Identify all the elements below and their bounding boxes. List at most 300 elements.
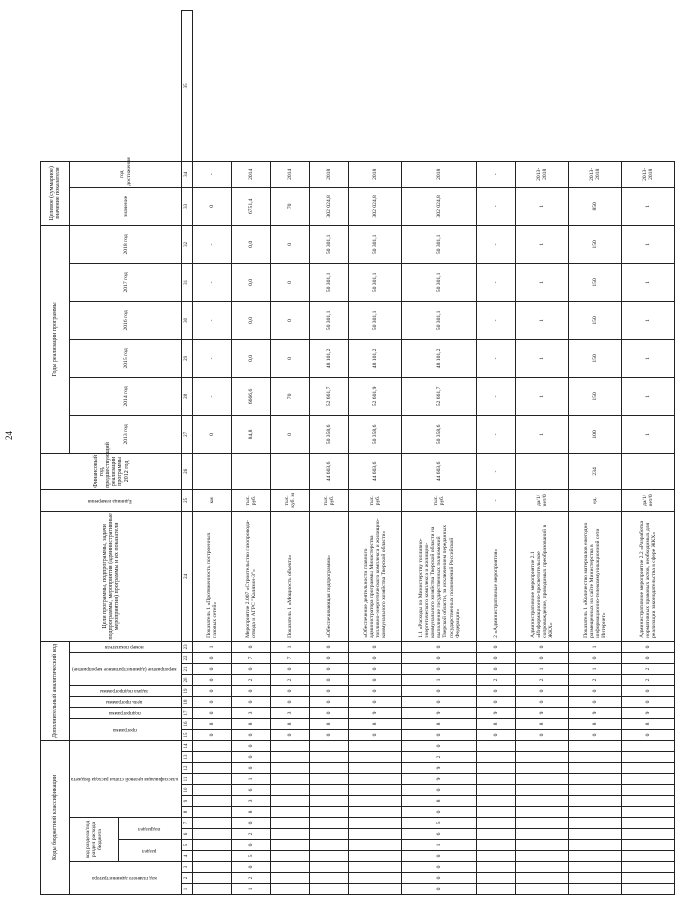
year-value-cell: 0 bbox=[271, 225, 310, 263]
column-number: 17 bbox=[182, 707, 193, 718]
code-cell: 8 bbox=[402, 718, 477, 729]
code-cell: 0 bbox=[232, 696, 271, 707]
code-cell: 6 bbox=[402, 829, 477, 840]
code-cell bbox=[622, 763, 675, 774]
code-cell bbox=[271, 752, 310, 763]
year-value-cell: 0,0 bbox=[232, 339, 271, 377]
code-cell bbox=[622, 873, 675, 884]
year-2013-header: 2013 год bbox=[70, 415, 182, 453]
section-header: раздел bbox=[119, 840, 182, 862]
code-cell bbox=[622, 752, 675, 763]
code-cell: 8 bbox=[310, 718, 349, 729]
table-row bbox=[193, 11, 232, 895]
unit-cell: тыс. руб. bbox=[402, 489, 477, 511]
code-cell bbox=[349, 796, 402, 807]
year-value-cell: 0 bbox=[271, 415, 310, 453]
code-cell: 0 bbox=[310, 641, 349, 652]
year-value-cell: 50 301,1 bbox=[402, 301, 477, 339]
years-header: Годы реализации программы bbox=[41, 225, 70, 453]
target-year-cell: 2014 bbox=[271, 161, 310, 187]
column-number: 7 bbox=[182, 818, 193, 829]
column-number: 31 bbox=[182, 263, 193, 301]
year-value-cell: 1 bbox=[516, 339, 569, 377]
code-cell bbox=[622, 884, 675, 895]
column-number: 4 bbox=[182, 851, 193, 862]
code-cell: 8 bbox=[402, 796, 477, 807]
year-value-cell: 48 101,2 bbox=[402, 339, 477, 377]
code-cell bbox=[622, 851, 675, 862]
code-cell bbox=[271, 807, 310, 818]
column-number: 2 bbox=[182, 873, 193, 884]
analytic-col-1: подпрограмма bbox=[70, 707, 182, 718]
code-cell bbox=[310, 851, 349, 862]
year-value-cell: 50 301,1 bbox=[402, 225, 477, 263]
code-cell bbox=[516, 862, 569, 873]
year-value-cell: 0,0 bbox=[232, 301, 271, 339]
row-description: Показатель 1 «Количество материалов ежегодно размещенных на сайте Министерства в информационно-телекоммуникационной сети Интернет» bbox=[569, 511, 622, 641]
code-cell bbox=[349, 851, 402, 862]
code-cell: 0 bbox=[402, 663, 477, 674]
code-cell: 0 bbox=[349, 663, 402, 674]
code-cell bbox=[271, 851, 310, 862]
target-year-cell: - bbox=[193, 161, 232, 187]
row-description: 1.1 «Расходы по Министерству топливно-энергетического комплекса и жилищно-коммунального хозяйства Тверской области на выполнение государственных полномочий Тверской области, за исключением переданных государственных полномочий Российской Федерации» bbox=[402, 511, 477, 641]
target-value-cell: 302 024,8 bbox=[402, 187, 477, 225]
code-cell: 2 bbox=[232, 674, 271, 685]
code-cell bbox=[516, 752, 569, 763]
column-number: 10 bbox=[182, 785, 193, 796]
code-cell: 0 bbox=[402, 884, 477, 895]
column-number: 5 bbox=[182, 840, 193, 851]
target-year-cell: 2013-2018 bbox=[516, 161, 569, 187]
code-cell bbox=[349, 740, 402, 751]
code-cell: 0 bbox=[402, 862, 477, 873]
code-cell: 1 bbox=[232, 774, 271, 785]
code-cell bbox=[271, 818, 310, 829]
code-cell: 5 bbox=[402, 818, 477, 829]
year-value-cell: 50 301,1 bbox=[310, 301, 349, 339]
code-cell: 0 bbox=[349, 641, 402, 652]
table-row bbox=[310, 11, 349, 895]
code-cell bbox=[193, 884, 232, 895]
code-cell: 7 bbox=[232, 652, 271, 663]
code-cell: 1 bbox=[232, 884, 271, 895]
code-cell: 0 bbox=[193, 729, 232, 740]
code-cell: 0 bbox=[516, 652, 569, 663]
unit-cell: ед. bbox=[569, 489, 622, 511]
year-value-cell: - bbox=[477, 301, 516, 339]
target-value-cell: 1 bbox=[622, 187, 675, 225]
code-cell: 1 bbox=[402, 674, 477, 685]
code-cell bbox=[516, 884, 569, 895]
target-year-cell: 2014 bbox=[232, 161, 271, 187]
code-cell: 0 bbox=[271, 663, 310, 674]
code-cell: 0 bbox=[193, 707, 232, 718]
code-cell bbox=[569, 884, 622, 895]
code-cell bbox=[310, 884, 349, 895]
row-description: Административное мероприятие 2.2 «Разработка нормативных правовых актов, необходимых для реализации законодательства в сфере ЖКХ» bbox=[622, 511, 675, 641]
year-value-cell: 0,0 bbox=[232, 225, 271, 263]
column-number: 24 bbox=[182, 511, 193, 641]
code-cell: 1 bbox=[516, 663, 569, 674]
table-row bbox=[271, 11, 310, 895]
code-cell: 1 bbox=[271, 641, 310, 652]
row-description: «Обеспечивающая подпрограмма» bbox=[310, 511, 349, 641]
table-row bbox=[349, 11, 402, 895]
code-cell bbox=[477, 774, 516, 785]
year-2016-header: 2016 год bbox=[70, 301, 182, 339]
column-number: 15 bbox=[182, 729, 193, 740]
code-cell: 0 bbox=[516, 685, 569, 696]
column-number: 14 bbox=[182, 740, 193, 751]
code-cell bbox=[569, 785, 622, 796]
target-year-cell: 2018 bbox=[310, 161, 349, 187]
financial-year-cell: - bbox=[477, 453, 516, 489]
code-cell bbox=[271, 740, 310, 751]
year-value-cell: 1 bbox=[516, 377, 569, 415]
code-cell: 0 bbox=[569, 652, 622, 663]
code-cell bbox=[516, 873, 569, 884]
financial-year-cell: 44 603,6 bbox=[402, 453, 477, 489]
code-cell: 8 bbox=[569, 718, 622, 729]
code-cell bbox=[349, 807, 402, 818]
code-cell bbox=[516, 807, 569, 818]
code-cell: 2 bbox=[232, 873, 271, 884]
code-cell bbox=[569, 862, 622, 873]
code-cell: 9 bbox=[477, 707, 516, 718]
target-value-cell: 1 bbox=[516, 187, 569, 225]
year-value-cell: 50 301,1 bbox=[349, 263, 402, 301]
code-cell: 8 bbox=[232, 718, 271, 729]
code-cell: 3 bbox=[232, 796, 271, 807]
code-cell: 0 bbox=[232, 641, 271, 652]
year-2015-header: 2015 год bbox=[70, 339, 182, 377]
code-cell bbox=[622, 807, 675, 818]
code-cell bbox=[271, 796, 310, 807]
code-cell: 0 bbox=[310, 652, 349, 663]
code-cell bbox=[477, 785, 516, 796]
target-value-cell: - bbox=[477, 187, 516, 225]
code-cell: 8 bbox=[271, 718, 310, 729]
year-value-cell: - bbox=[193, 225, 232, 263]
year-2017-header: 2017 год bbox=[70, 263, 182, 301]
code-cell bbox=[622, 862, 675, 873]
column-number: 34 bbox=[182, 161, 193, 187]
subsection-header: подраздел bbox=[119, 818, 182, 840]
code-cell: 0 bbox=[516, 729, 569, 740]
column-number: 12 bbox=[182, 763, 193, 774]
code-cell: 0 bbox=[516, 641, 569, 652]
code-cell bbox=[516, 851, 569, 862]
financial-year-cell bbox=[271, 453, 310, 489]
target-year-cell: 2018 bbox=[402, 161, 477, 187]
financial-year-cell bbox=[516, 453, 569, 489]
code-cell: 0 bbox=[232, 840, 271, 851]
code-cell: 0 bbox=[310, 729, 349, 740]
row-description: «Обеспечение деятельности главного администратора программы Министерства топливно-энергетического комплекса и жилищно-коммунального хозяйства Тверской области» bbox=[349, 511, 402, 641]
code-cell: 0 bbox=[477, 652, 516, 663]
code-cell: 0 bbox=[622, 685, 675, 696]
code-cell: 0 bbox=[477, 729, 516, 740]
page-number: 24 bbox=[4, 431, 14, 440]
rotated-table-area bbox=[40, 10, 658, 895]
code-cell bbox=[310, 829, 349, 840]
target-year-cell: - bbox=[477, 161, 516, 187]
year-value-cell: 52 601,9 bbox=[349, 377, 402, 415]
code-cell bbox=[271, 785, 310, 796]
year-value-cell: 1 bbox=[516, 263, 569, 301]
year-value-cell: 100 bbox=[569, 415, 622, 453]
code-cell bbox=[349, 785, 402, 796]
code-cell bbox=[310, 840, 349, 851]
unit-header: Единица измерения bbox=[41, 489, 182, 511]
financial-year-header: Финансовый год, предшествующий реализации программы 2012 год bbox=[41, 453, 182, 489]
code-cell bbox=[271, 840, 310, 851]
code-cell: 0 bbox=[310, 707, 349, 718]
code-cell bbox=[622, 818, 675, 829]
column-number: 6 bbox=[182, 829, 193, 840]
year-value-cell: - bbox=[477, 225, 516, 263]
code-cell bbox=[569, 774, 622, 785]
column-number: 21 bbox=[182, 663, 193, 674]
year-value-cell: 50 301,1 bbox=[310, 263, 349, 301]
code-cell: 0 bbox=[310, 663, 349, 674]
code-cell: 0 bbox=[622, 652, 675, 663]
year-value-cell: 6666,6 bbox=[232, 377, 271, 415]
code-cell: 8 bbox=[622, 718, 675, 729]
unit-cell: км bbox=[193, 489, 232, 511]
code-cell: 3 bbox=[271, 707, 310, 718]
code-cell bbox=[271, 884, 310, 895]
unit-cell: тыс. руб. bbox=[232, 489, 271, 511]
column-number: 25 bbox=[182, 489, 193, 511]
code-cell bbox=[622, 829, 675, 840]
code-cell: 0 bbox=[402, 873, 477, 884]
unit-cell: тыс. руб. bbox=[310, 489, 349, 511]
code-cell: 0 bbox=[232, 740, 271, 751]
year-value-cell: 0 bbox=[271, 263, 310, 301]
code-cell: 0 bbox=[349, 685, 402, 696]
code-cell bbox=[477, 763, 516, 774]
code-cell: 0 bbox=[402, 729, 477, 740]
year-value-cell: 1 bbox=[516, 225, 569, 263]
year-value-cell: 1 bbox=[516, 301, 569, 339]
year-value-cell: 1 bbox=[622, 377, 675, 415]
code-cell bbox=[310, 774, 349, 785]
code-cell: 5 bbox=[232, 851, 271, 862]
code-cell: 0 bbox=[569, 729, 622, 740]
year-value-cell: 50 301,1 bbox=[310, 225, 349, 263]
year-value-cell: 0 bbox=[271, 339, 310, 377]
row-description: Показатель 1 «Мощность объекта» bbox=[271, 511, 310, 641]
year-value-cell: 52 661,7 bbox=[402, 377, 477, 415]
code-cell: 0 bbox=[232, 663, 271, 674]
unit-cell: - bbox=[477, 489, 516, 511]
year-value-cell: 1 bbox=[622, 225, 675, 263]
year-value-cell: 150 bbox=[569, 339, 622, 377]
target-value-cell: 850 bbox=[569, 187, 622, 225]
code-cell: 0 bbox=[193, 674, 232, 685]
code-cell bbox=[477, 752, 516, 763]
year-value-cell: 70 bbox=[271, 377, 310, 415]
code-cell bbox=[349, 763, 402, 774]
table-row bbox=[232, 11, 271, 895]
year-value-cell: 84,8 bbox=[232, 415, 271, 453]
code-cell bbox=[477, 740, 516, 751]
column-number: 9 bbox=[182, 796, 193, 807]
code-cell bbox=[569, 829, 622, 840]
code-cell bbox=[516, 840, 569, 851]
code-cell: 0 bbox=[622, 641, 675, 652]
code-cell: 0 bbox=[622, 729, 675, 740]
code-cell bbox=[622, 785, 675, 796]
unit-cell: да/1/ нет/0 bbox=[622, 489, 675, 511]
column-number: 26 bbox=[182, 453, 193, 489]
code-cell bbox=[569, 796, 622, 807]
code-cell: 0 bbox=[569, 685, 622, 696]
column-number: 30 bbox=[182, 301, 193, 339]
code-cell bbox=[193, 862, 232, 873]
analytic-col-2: цель программы bbox=[70, 696, 182, 707]
code-cell bbox=[193, 829, 232, 840]
row-description: 2 «Административные мероприятия» bbox=[477, 511, 516, 641]
financial-year-cell bbox=[232, 453, 271, 489]
code-cell bbox=[477, 796, 516, 807]
column-number: 27 bbox=[182, 415, 193, 453]
column-number: 11 bbox=[182, 774, 193, 785]
year-value-cell: 150 bbox=[569, 301, 622, 339]
code-cell bbox=[516, 740, 569, 751]
year-value-cell: 50 358,6 bbox=[402, 415, 477, 453]
code-cell: 0 bbox=[349, 729, 402, 740]
code-cell: 2 bbox=[477, 674, 516, 685]
target-year-cell: 2013-2018 bbox=[622, 161, 675, 187]
admin-code-header: код главного администратора bbox=[70, 862, 182, 895]
code-cell: 0 bbox=[310, 674, 349, 685]
column-number: 8 bbox=[182, 807, 193, 818]
year-2018-header: 2018 год bbox=[70, 225, 182, 263]
code-cell: 0 bbox=[402, 785, 477, 796]
year-value-cell: 0 bbox=[271, 301, 310, 339]
budget-class-header: Коды бюджетной классификации bbox=[41, 740, 70, 894]
row-description: Административное мероприятие 2.1 «Информационно-просветительское сопровождение, проводимых преобразований в ЖКХ» bbox=[516, 511, 569, 641]
code-cell: 1 bbox=[569, 641, 622, 652]
additional-code-header: Дополнительный аналитический код bbox=[41, 641, 70, 740]
unit-cell: да/1/ нет/0 bbox=[516, 489, 569, 511]
code-cell: 6 bbox=[232, 785, 271, 796]
table-row bbox=[569, 11, 622, 895]
code-cell: 2 bbox=[232, 829, 271, 840]
code-cell: 0 bbox=[402, 851, 477, 862]
code-cell bbox=[477, 851, 516, 862]
column-number: 35 bbox=[182, 11, 193, 162]
column-number: 3 bbox=[182, 862, 193, 873]
code-cell: 0 bbox=[232, 729, 271, 740]
code-cell bbox=[349, 884, 402, 895]
year-value-cell: 50 301,1 bbox=[402, 263, 477, 301]
code-cell: 0 bbox=[271, 729, 310, 740]
year-value-cell: - bbox=[477, 339, 516, 377]
code-cell: 2 bbox=[569, 674, 622, 685]
code-cell: 7 bbox=[271, 652, 310, 663]
year-value-cell: - bbox=[193, 301, 232, 339]
code-cell: 2 bbox=[622, 674, 675, 685]
code-cell: 8 bbox=[349, 718, 402, 729]
code-cell bbox=[477, 807, 516, 818]
code-cell bbox=[622, 740, 675, 751]
code-cell bbox=[569, 818, 622, 829]
code-cell bbox=[569, 851, 622, 862]
unit-cell: тыс. руб. bbox=[349, 489, 402, 511]
code-cell: 0 bbox=[232, 862, 271, 873]
code-cell bbox=[569, 752, 622, 763]
code-cell: 0 bbox=[477, 663, 516, 674]
code-cell bbox=[477, 873, 516, 884]
code-cell bbox=[271, 862, 310, 873]
code-cell: 2 bbox=[516, 674, 569, 685]
year-value-cell: 1 bbox=[622, 415, 675, 453]
code-cell: 0 bbox=[193, 663, 232, 674]
financial-year-cell: 44 603,6 bbox=[310, 453, 349, 489]
year-value-cell: 50 358,6 bbox=[310, 415, 349, 453]
year-value-cell: 48 101,2 bbox=[310, 339, 349, 377]
target-header: Целевое (суммарное) значение показателя bbox=[41, 161, 70, 225]
code-cell bbox=[516, 785, 569, 796]
target-value-header: значение bbox=[70, 187, 182, 225]
code-cell bbox=[193, 774, 232, 785]
code-cell bbox=[193, 840, 232, 851]
code-cell: 0 bbox=[622, 696, 675, 707]
analytic-col-0: программа bbox=[70, 718, 182, 740]
code-cell bbox=[310, 818, 349, 829]
year-value-cell: - bbox=[193, 339, 232, 377]
code-cell bbox=[477, 818, 516, 829]
code-cell: 0 bbox=[193, 685, 232, 696]
code-cell: 2 bbox=[402, 752, 477, 763]
year-value-cell: - bbox=[477, 263, 516, 301]
code-cell: 0 bbox=[310, 685, 349, 696]
code-cell bbox=[349, 873, 402, 884]
target-value-cell: 6751,4 bbox=[232, 187, 271, 225]
code-cell bbox=[622, 774, 675, 785]
code-cell: 0 bbox=[402, 807, 477, 818]
table-row bbox=[402, 11, 477, 895]
year-value-cell: 150 bbox=[569, 377, 622, 415]
table-row bbox=[622, 11, 675, 895]
code-cell bbox=[477, 884, 516, 895]
year-value-cell: 50 358,6 bbox=[349, 415, 402, 453]
target-year-cell: 2018 bbox=[349, 161, 402, 187]
code-cell: 8 bbox=[516, 718, 569, 729]
financial-year-cell bbox=[193, 453, 232, 489]
column-numbers-row bbox=[182, 11, 193, 895]
year-value-cell: 52 661,7 bbox=[310, 377, 349, 415]
year-value-cell: 150 bbox=[569, 225, 622, 263]
year-value-cell: 1 bbox=[622, 263, 675, 301]
year-value-cell: 1 bbox=[622, 301, 675, 339]
analytic-col-5: номер показателя bbox=[70, 641, 182, 652]
code-cell: 9 bbox=[569, 707, 622, 718]
code-cell bbox=[622, 796, 675, 807]
code-cell bbox=[516, 829, 569, 840]
code-cell: 0 bbox=[271, 696, 310, 707]
year-value-cell: 50 301,1 bbox=[349, 301, 402, 339]
code-cell: 0 bbox=[402, 685, 477, 696]
code-cell bbox=[569, 840, 622, 851]
code-cell: 0 bbox=[402, 696, 477, 707]
code-cell: 0 bbox=[477, 641, 516, 652]
code-cell bbox=[569, 763, 622, 774]
